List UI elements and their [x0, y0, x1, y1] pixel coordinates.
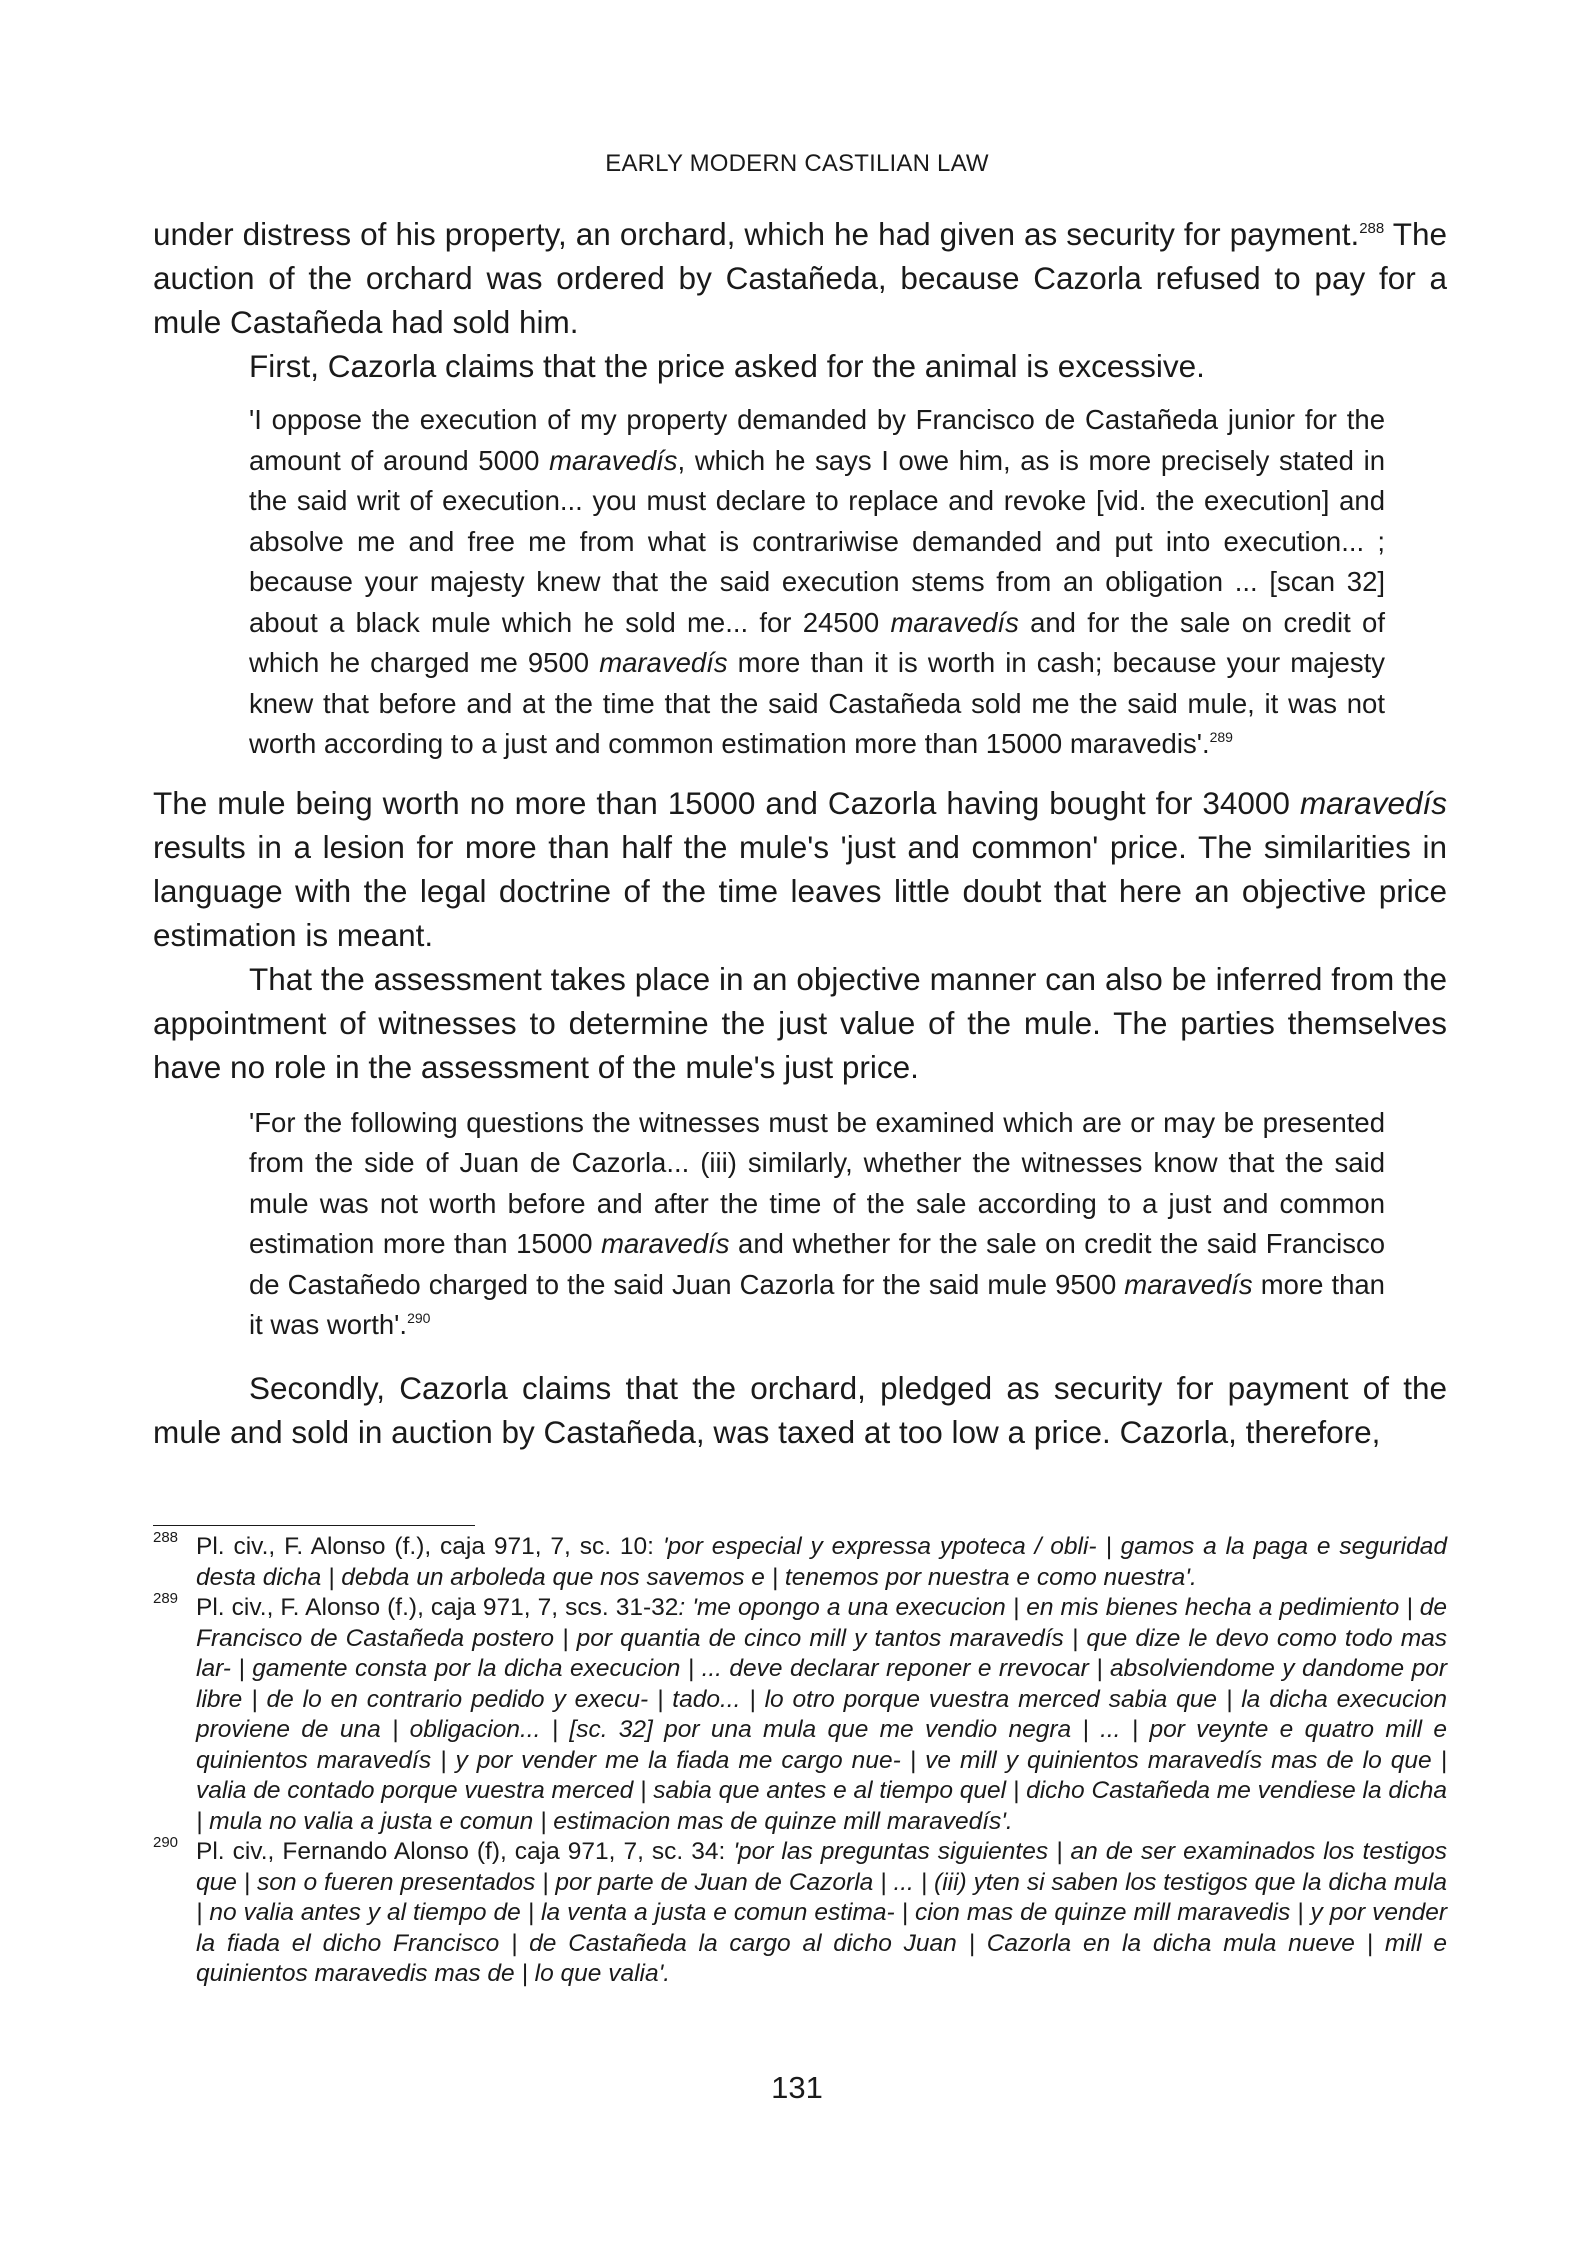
quote-2-text-b: and whether for the sale on credit the said Francisco de Castañedo charged to the said Juan Cazorla for the said mule 9500 — [249, 1228, 1385, 1300]
footnote-source: Pl. civ., F. Alonso (f.), caja 971, 7, scs. 31-32 — [196, 1594, 679, 1621]
paragraph-1-text: under distress of his property, an orchard, which he had given as security for payment. — [153, 216, 1360, 252]
quote-1-text-d: more than it is worth in cash; because your majesty knew that before and at the time that the said Castañeda sold me the said mule, it was not worth according to a just and common estimation more than 15000 maravedis'. — [249, 647, 1385, 759]
footnote-290 — [153, 1834, 1447, 1990]
paragraph-5: Secondly, Cazorla claims that the orchard, pledged as security for payment of the mule and sold in auction by Castañeda, was taxed at too low a price. Cazorla, therefore, — [153, 1369, 1447, 1450]
quote-1-text-a: 'I oppose the execution of my property demanded by Francisco de Castañeda junior for the amount of around 5000 — [249, 404, 1385, 476]
footnote-ref-290: 290 — [407, 1310, 431, 1326]
footnote-source: Pl. civ., Fernando Alonso (f), caja 971, 7, sc. 34: — [196, 1838, 734, 1865]
block-quote-1 — [249, 400, 1385, 765]
paragraph-3-emphasis: maravedís — [1299, 784, 1447, 821]
quote-1-emphasis-a: maravedís — [549, 444, 678, 476]
quote-2-text-a: 'For the following questions the witnesses must be examined which are or may be presented from the side of Juan de Cazorla... (iii) similarly, whether the witnesses know that the said mule was not worth before and after the time of the sale according to a just and common estimation more than 15000 — [249, 1106, 1385, 1259]
footnote-quote: 'por las preguntas siguientes | an de ser examinados los testigos que | son o fueren presentados | por parte de Juan de Cazorla | ... | (iii) yten si saben los testigos que la dicha mula | no valia antes y al tiempo de | la venta a justa e comun estima- | cion mas de quinze mill maravedis | y por vender la fiada el dicho Francisco | de Castañeda la cargo al dicho Juan | Cazorla en la dicha mula nueve | mill e quinientos maravedis mas de | lo que valia'. — [196, 1838, 1447, 1987]
body-text — [153, 212, 1447, 1454]
footnote-number: 289 — [153, 1590, 179, 1607]
paragraph-1-text-b: The auction of the orchard was ordered by Castañeda, because Cazorla refused to pay for a mule Castañeda had sold him. — [153, 216, 1447, 340]
quote-2-text-c: more than it was worth'. — [249, 1268, 1385, 1340]
footnote-quote: : 'me opongo a una execucion | en mis bienes hecha a pedimiento | de Francisco de Castañeda postero | por quantia de cinco mill y tantos maravedís | que dize le devo como todo mas lar- | gamente consta por la dicha execucion | ... deve declarar reponer e rrevocar | absolviendome y dandome por libre | de lo en contrario pedido y execu- | tado... | lo otro porque vuestra merced sabia que | la dicha execucion proviene de una | obligacion... | [sc. 32] por una mula que me vendio negra | ... | por veynte e quatro mill e quinientos maravedís | y por vender me la fiada me cargo nue- | ve mill y quinientos maravedís mas de lo que | valia de contado porque vuestra merced | sabia que antes e al tiempo quel | dicho Castañeda me vendiese la dicha | mula no valia a justa e comun | estimacion mas de quinze mill maravedís'. — [196, 1594, 1447, 1835]
quote-1-text-c: and for the sale on credit of which he charged me 9500 — [249, 606, 1385, 678]
block-quote-2 — [249, 1103, 1385, 1346]
page-number: 131 — [771, 2070, 823, 2105]
quote-1-emphasis-b: maravedís — [890, 606, 1019, 638]
footnote-ref-288: 288 — [1359, 220, 1385, 237]
quote-1-text-b: , which he says I owe him, as is more precisely stated in the said writ of execution... you must declare to replace and revoke [vid. the execution] and absolve me and free me from what is contrariwise demanded and put into execution... ; because your majesty knew that the said execution stems from an obligation ... [scan 32] about a black mule which he sold me... for 24500 — [249, 444, 1385, 638]
footnote-289 — [153, 1590, 1447, 1837]
footnote-source: Pl. civ., F. Alonso (f.), caja 971, 7, sc. 10: — [196, 1533, 663, 1560]
footnote-number: 288 — [153, 1529, 179, 1546]
paragraph-3-text-b: results in a lesion for more than half the mule's 'just and common' price. The similarities in language with the legal doctrine of the time leaves little doubt that here an objective price estimation is meant. — [153, 828, 1447, 953]
footnote-quote: 'por especial y expressa ypoteca / obli- | gamos a la paga e seguridad desta dicha | debda un arboleda que nos savemos e | tenemos por nuestra e como nuestra'. — [196, 1533, 1447, 1591]
quote-1-emphasis-c: maravedís — [599, 647, 728, 678]
footnote-divider — [153, 1525, 475, 1526]
paragraph-2: First, Cazorla claims that the price asked for the animal is excessive. — [249, 348, 1205, 384]
footnote-288 — [153, 1529, 1447, 1593]
paragraph-1 — [153, 212, 1447, 344]
paragraph-3-text-a: The mule being worth no more than 15000 and Cazorla having bought for 34000 — [153, 784, 1300, 821]
quote-2-emphasis-a: maravedís — [601, 1228, 730, 1259]
quote-2-emphasis-b: maravedís — [1124, 1268, 1253, 1300]
paragraph-4: That the assessment takes place in an objective manner can also be inferred from the appointment of witnesses to determine the just value of the mule. The parties themselves have no role in the assessment of the mule's just price. — [153, 960, 1447, 1085]
footnotes — [153, 1529, 1447, 1990]
running-head: EARLY MODERN CASTILIAN LAW — [605, 150, 989, 177]
footnote-number: 290 — [153, 1834, 179, 1851]
paragraph-3 — [153, 781, 1447, 957]
footnote-ref-289: 289 — [1209, 729, 1233, 745]
